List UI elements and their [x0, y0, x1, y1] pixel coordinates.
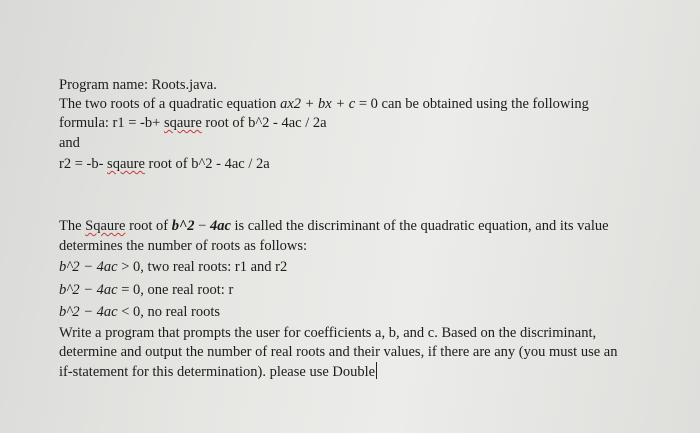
- discriminant-line: [59, 217, 609, 236]
- and-line: [59, 134, 80, 153]
- program-name-line: [59, 76, 217, 95]
- write-text-2: determine and output the number of real roots and their values, if there are any (you must use an: [59, 344, 618, 360]
- case-zero-text: = 0, one real root: r: [117, 282, 234, 298]
- write-line-2: [59, 343, 617, 362]
- intro-text-end: = 0 can be obtained using the following: [355, 96, 589, 112]
- case-expression: b^2 − 4ac: [59, 282, 118, 298]
- case-negative-text: < 0, no real roots: [117, 304, 220, 320]
- four-ac: 4ac: [209, 218, 231, 234]
- minus-sign: −: [194, 218, 210, 234]
- determines-line: [59, 237, 307, 256]
- formula-r1-line: [59, 114, 327, 133]
- misspelled-word: sqaure: [163, 115, 202, 131]
- discriminant-text-end: is called the discriminant of the quadratic equation, and its value: [230, 218, 609, 234]
- case-expression: b^2 − 4ac: [59, 304, 118, 320]
- formula-r1-end: root of b^2 - 4ac / 2a: [201, 115, 327, 131]
- discriminant-text: The: [59, 218, 86, 234]
- misspelled-word: sqaure: [107, 156, 145, 172]
- case-zero-line: [59, 281, 233, 300]
- intro-text: The two roots of a quadratic equation: [59, 96, 281, 112]
- misspelled-word: Sqaure: [85, 218, 126, 234]
- case-negative-line: [59, 303, 220, 322]
- determines-text: determines the number of roots as follows:: [59, 238, 308, 254]
- program-name-text: Program name: Roots.java.: [59, 77, 217, 93]
- b-squared: b^2: [171, 218, 195, 234]
- text-cursor: [376, 362, 377, 379]
- write-text-3: if-statement for this determination). please use Double: [59, 364, 376, 380]
- case-positive-line: [59, 258, 287, 277]
- case-positive-text: > 0, two real roots: r1 and r2: [117, 259, 288, 275]
- formula-r2-start: r2 = -b-: [59, 156, 108, 172]
- and-text: and: [59, 135, 80, 151]
- discriminant-text: root of: [125, 218, 172, 234]
- write-line-1: [59, 324, 596, 343]
- equation-text: ax2 + bx + c: [280, 96, 356, 112]
- formula-r2-line: [59, 155, 270, 174]
- intro-line: [59, 95, 589, 114]
- formula-r1-start: formula: r1 = -b+: [59, 115, 164, 131]
- write-line-3: [59, 362, 377, 382]
- formula-r2-end: root of b^2 - 4ac / 2a: [144, 156, 270, 172]
- write-text-1: Write a program that prompts the user for coefficients a, b, and c. Based on the discriminant,: [59, 325, 597, 341]
- case-expression: b^2 − 4ac: [59, 259, 118, 275]
